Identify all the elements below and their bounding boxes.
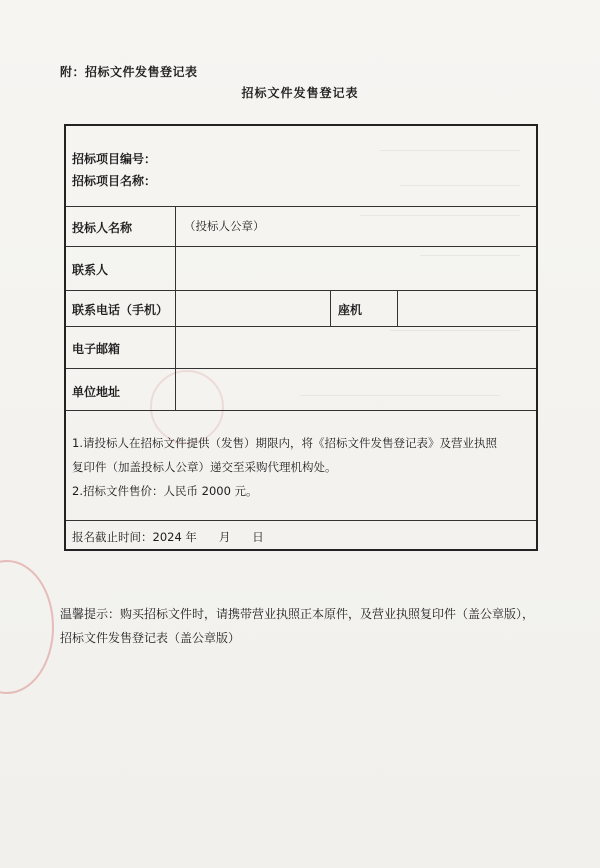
form-row-divider [66, 206, 536, 207]
attachment-label: 附：招标文件发售登记表 [60, 65, 198, 79]
address-field[interactable] [178, 370, 536, 408]
tip-line-1: 温馨提示：购买招标文件时，请携带营业执照正本原件，及营业执照复印件（盖公章版）， [60, 607, 535, 621]
landline-label: 座机 [338, 303, 363, 317]
form-row-divider [66, 290, 536, 291]
phone-field[interactable] [178, 292, 328, 324]
project-name-label: 招标项目名称： [72, 174, 157, 188]
note-1-line-1: 1.请投标人在招标文件提供（发售）期限内，将《招标文件发售登记表》及营业执照 [72, 436, 497, 450]
form-column-divider [397, 290, 398, 326]
landline-field[interactable] [400, 292, 536, 324]
bidder-name-field[interactable]: （投标人公章） [184, 219, 265, 233]
contact-label: 联系人 [72, 263, 109, 277]
phone-label: 联系电话（手机） [72, 303, 169, 317]
document-title: 招标文件发售登记表 [241, 86, 359, 100]
form-column-divider [175, 206, 176, 410]
email-field[interactable] [178, 328, 536, 366]
tip-line-2: 招标文件发售登记表（盖公章版） [60, 631, 241, 645]
seal-mark [0, 560, 54, 694]
registration-form [64, 124, 538, 551]
form-column-divider [330, 290, 331, 326]
project-number-label: 招标项目编号： [72, 152, 157, 166]
note-2: 2.招标文件售价：人民币 2000 元。 [72, 484, 258, 498]
note-1-line-2: 复印件（加盖投标人公章）递交至采购代理机构处。 [72, 460, 337, 474]
bidder-name-label: 投标人名称 [72, 221, 133, 235]
address-label: 单位地址 [72, 385, 121, 399]
form-row-divider [66, 410, 536, 411]
form-row-divider [66, 368, 536, 369]
contact-field[interactable] [178, 248, 536, 288]
form-row-divider [66, 326, 536, 327]
form-row-divider [66, 246, 536, 247]
deadline-text: 报名截止时间：2024 年 月 日 [72, 530, 264, 544]
email-label: 电子邮箱 [72, 342, 121, 356]
form-row-divider [66, 520, 536, 521]
